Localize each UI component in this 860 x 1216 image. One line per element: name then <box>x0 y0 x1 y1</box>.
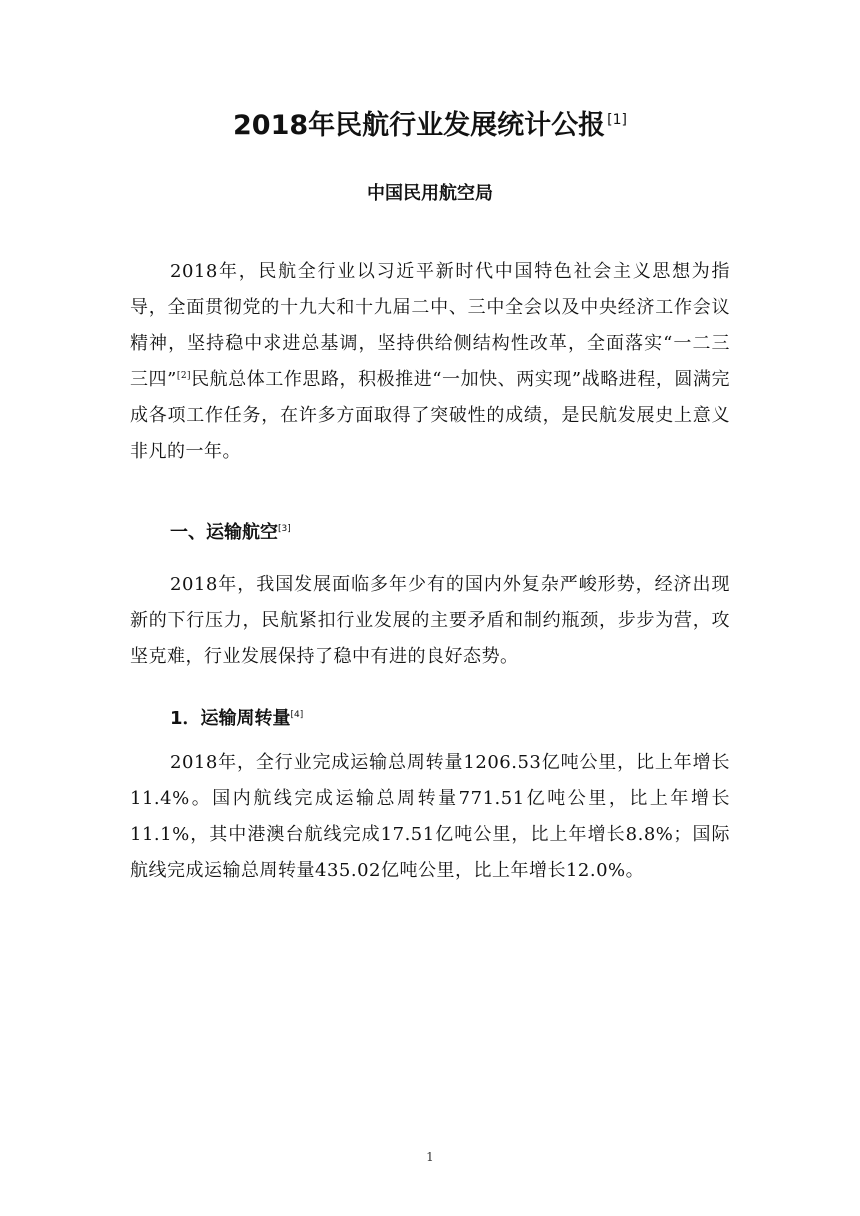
title-footnote-marker: [1] <box>607 112 627 128</box>
section-heading-transport <box>170 518 291 548</box>
section-footnote-marker: [3] <box>278 524 291 534</box>
turnover-paragraph: 2018年，全行业完成运输总周转量1206.53亿吨公里，比上年增长11.4%。国内航线完成运输总周转量771.51亿吨公里，比上年增长11.1%，其中港澳台航线完成17.51亿吨公里，比上年增长8.8%；国际航线完成运输总周转量435.02亿吨公里，比上年增长12.0%。 <box>130 752 730 881</box>
section-paragraph: 2018年，我国发展面临多年少有的国内外复杂严峻形势，经济出现新的下行压力，民航紧扣行业发展的主要矛盾和制约瓶颈，步步为营，攻坚克难，行业发展保持了稳中有进的良好态势。 <box>130 574 730 667</box>
subsection-footnote-marker: [4] <box>290 710 304 720</box>
subsection-heading-text: 1．运输周转量 <box>170 708 291 729</box>
intro-footnote-marker: [2] <box>176 371 192 381</box>
document-title <box>0 100 860 146</box>
section-heading-text: 一、运输航空 <box>170 522 278 543</box>
intro-paragraph <box>130 254 730 470</box>
intro-text-part2: 民航总体工作思路，积极推进“一加快、两实现”战略进程，圆满完成各项工作任务，在许多方面取得了突破性的成绩，是民航发展史上意义非凡的一年。 <box>130 369 731 462</box>
title-text: 2018年民航行业发展统计公报 <box>233 110 606 141</box>
subsection-heading-turnover <box>170 704 303 734</box>
issuing-organization: 中国民用航空局 <box>367 183 493 204</box>
page-number: 1 <box>426 1150 434 1164</box>
intro-text-part1: 2018年，民航全行业以习近平新时代中国特色社会主义思想为指导，全面贯彻党的十九大和十九届二中、三中全会以及中央经济工作会议精神，坚持稳中求进总基调，坚持供给侧结构性改革，全面落实“一二三三四” <box>130 261 730 390</box>
